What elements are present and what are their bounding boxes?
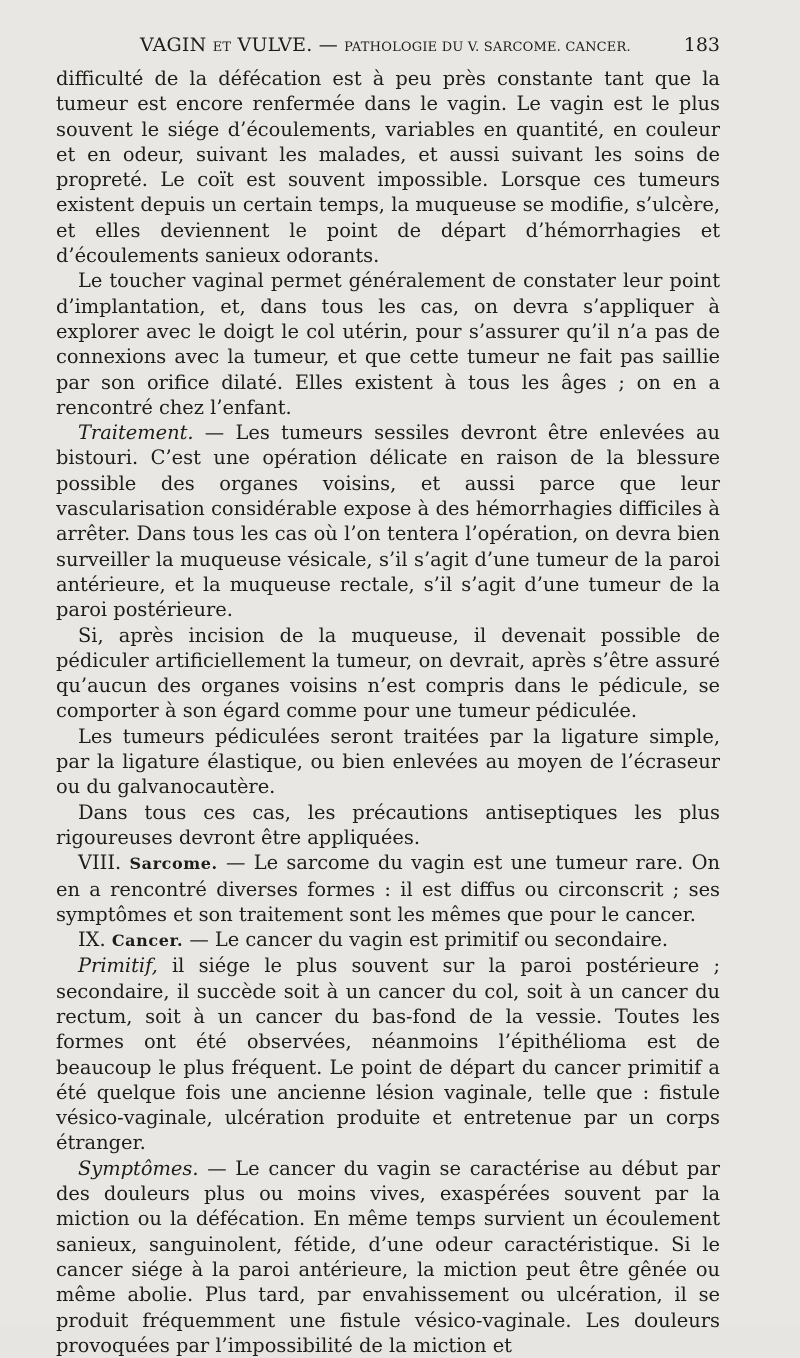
title-dash: — — [318, 34, 338, 56]
page-body — [56, 66, 720, 1358]
heading-traitement: Traitement. — [78, 421, 194, 445]
heading-cancer: Cancer. — [111, 931, 184, 951]
paragraph-9-text: il siége le plus souvent sur la paroi postérieure ; secondaire, il succède soit à un cancer du col, soit à un cancer du rectum, soit à un cancer du bas-fond de la vessie. Toutes les formes ont été observées, néanmoins l’épithélioma est de beaucoup le plus fréquent. Le point de départ du cancer primitif a été quelque fois une ancienne lésion vaginale, telle que : fistule vésico-vaginale, ulcération produite et entretenue par un corps étranger. — [56, 954, 720, 1155]
paragraph-7-text: — Le sarcome du vagin est une tumeur rare. On en a rencontré diverses formes : il est diffus ou circonscrit ; ses symptômes et son traitement sont les mêmes que pour le cancer. — [56, 851, 720, 926]
paragraph-10 — [56, 1156, 720, 1358]
title-vulve: VULVE. — [237, 34, 313, 56]
paragraph-3-text: — Les tumeurs sessiles devront être enlevées au bistouri. C’est une opération délicate en raison de la blessure possible des organes voisins, et aussi parce que leur vascularisation considérable expose à des hémorrhagies difficiles à arrêter. Dans tous les cas où l’on tentera l’opération, on devra bien surveiller la muqueuse vésicale, s’il s’agit d’une tumeur de la paroi antérieure, et la muqueuse rectale, s’il s’agit d’une tumeur de la paroi postérieure. — [56, 421, 720, 622]
section-number-ix: IX. — [78, 928, 106, 952]
heading-symptomes: Symptômes. — [78, 1156, 199, 1180]
paragraph-8-text: — Le cancer du vagin est primitif ou secondaire. — [183, 928, 669, 952]
heading-sarcome: Sarcome. — [129, 854, 218, 874]
heading-primitif: Primitif, — [78, 954, 158, 978]
title-and: ET — [212, 40, 232, 55]
section-number-viii: VIII. — [78, 851, 122, 875]
paragraph-7 — [56, 850, 720, 927]
running-title — [140, 34, 631, 56]
paragraph-9 — [56, 953, 720, 1155]
title-vagin: VAGIN — [140, 34, 207, 56]
page-number: 183 — [683, 34, 720, 56]
running-header — [56, 34, 720, 62]
paragraph-4: Si, après incision de la muqueuse, il devenait possible de pédiculer artificiellement la tumeur, on devrait, après s’être assuré qu’aucun des organes voisins n’est compris dans le pédicule, se comporter à son égard comme pour une tumeur pédiculée. — [56, 623, 720, 723]
title-section: PATHOLOGIE DU V. SARCOME. CANCER. — [344, 40, 631, 55]
paragraph-2: Le toucher vaginal permet généralement de constater leur point d’implantation, et, dans tous les cas, on devra s’appliquer à explorer avec le doigt le col utérin, pour s’assurer qu’il n’a pas de connexions avec la tumeur, et que cette tumeur ne fait pas saillie par son orifice dilaté. Elles existent à tous les âges ; on en a rencontré chez l’enfant. — [56, 269, 720, 419]
paragraph-8 — [56, 927, 720, 953]
paragraph-3 — [56, 420, 720, 622]
paragraph-6: Dans tous ces cas, les précautions antiseptiques les plus rigoureuses devront être appliquées. — [56, 800, 720, 849]
paragraph-1: difficulté de la défécation est à peu près constante tant que la tumeur est encore renfermée dans le vagin. Le vagin est le plus souvent le siége d’écoulements, variables en quantité, en couleur et en odeur, suivant les malades, et aussi suivant les soins de propreté. Le coït est souvent impossible. Lorsque ces tumeurs existent depuis un certain temps, la muqueuse se modifie, s’ulcère, et elles deviennent le point de départ d’hémorrhagies et d’écoulements sanieux odorants. — [56, 67, 720, 268]
paragraph-10-text: — Le cancer du vagin se caractérise au début par des douleurs plus ou moins vives, exaspérées souvent par la miction ou la défécation. En même temps survient un écoulement sanieux, sanguinolent, fétide, d’une odeur caractéristique. Si le cancer siége à la paroi antérieure, la miction peut être gênée ou même abolie. Plus tard, par envahissement ou ulcération, il se produit fréquemment une fistule vésico-vaginale. Les douleurs provoquées par l’impossibilité de la miction et — [56, 1156, 720, 1357]
paragraph-5: Les tumeurs pédiculées seront traitées par la ligature simple, par la ligature élastique, ou bien enlevées au moyen de l’écraseur ou du galvanocautère. — [56, 724, 720, 799]
